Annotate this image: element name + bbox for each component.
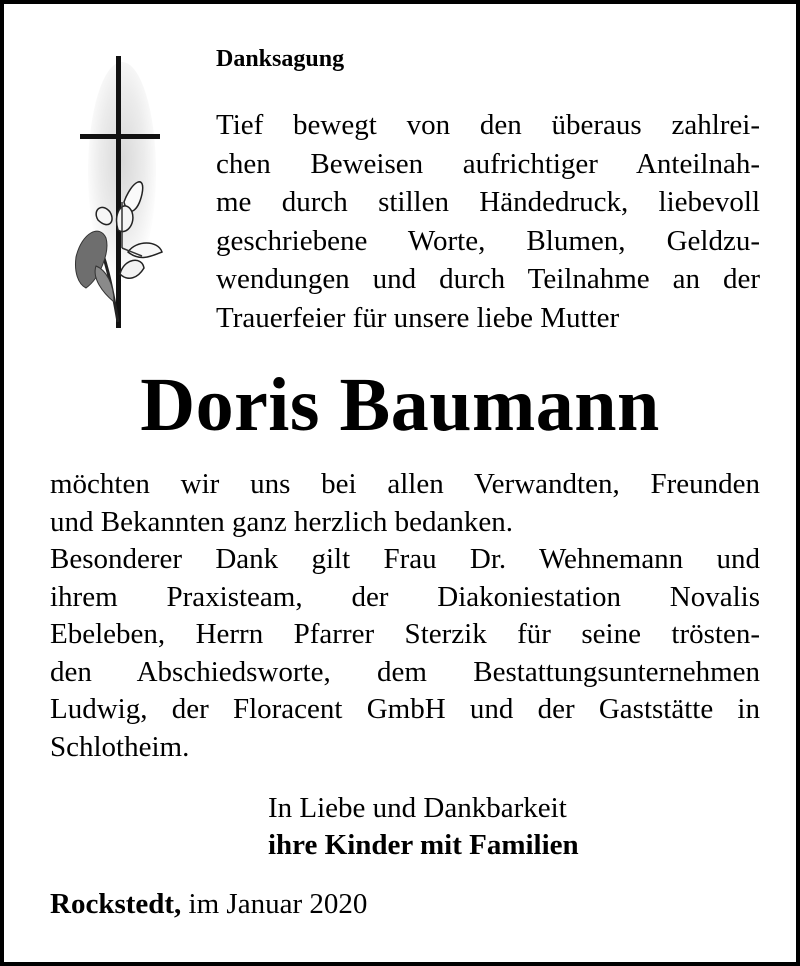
- body-line: den Abschiedsworte, dem Bestattungsunternehmen: [50, 655, 760, 688]
- intro-line: Tief bewegt von den überaus zahlrei-: [216, 109, 760, 141]
- body-line: Ludwig, der Floracent GmbH und der Gaststätte in: [50, 693, 760, 725]
- closing-line: In Liebe und Dankbarkeit: [268, 792, 567, 824]
- body-line: ihrem Praxisteam, der Diakoniestation Novalis: [50, 580, 760, 613]
- date: im Januar 2020: [188, 888, 368, 920]
- body-line: und Bekannten ganz herzlich bedanken.: [50, 505, 514, 538]
- body-line: Schlotheim.: [50, 730, 190, 763]
- deceased-name: Doris Baumann: [140, 363, 660, 447]
- closing-block: [268, 790, 579, 864]
- intro-line: wendungen und durch Teilnahme an der: [216, 263, 760, 295]
- intro-line: chen Beweisen aufrichtiger Anteilnah-: [216, 147, 760, 180]
- thanks-paragraph: [50, 466, 760, 766]
- body-line: Besonderer Dank gilt Frau Dr. Wehnemann und: [50, 543, 760, 575]
- cross-with-calla-lilies-icon: [66, 52, 176, 334]
- signature: ihre Kinder mit Familien: [268, 829, 579, 861]
- body-line: möchten wir uns bei allen Verwandten, Freunden: [50, 468, 760, 500]
- intro-paragraph: [216, 106, 760, 337]
- notice-heading: Danksagung: [216, 46, 345, 72]
- intro-line: me durch stillen Händedruck, liebevoll: [216, 186, 760, 218]
- place-and-date: [50, 888, 367, 921]
- body-line: Ebeleben, Herrn Pfarrer Sterzik für seine trösten-: [50, 618, 760, 650]
- intro-line: geschriebene Worte, Blumen, Geldzu-: [216, 224, 760, 257]
- place: Rockstedt,: [50, 888, 182, 920]
- intro-line: Trauerfeier für unsere liebe Mutter: [216, 301, 620, 334]
